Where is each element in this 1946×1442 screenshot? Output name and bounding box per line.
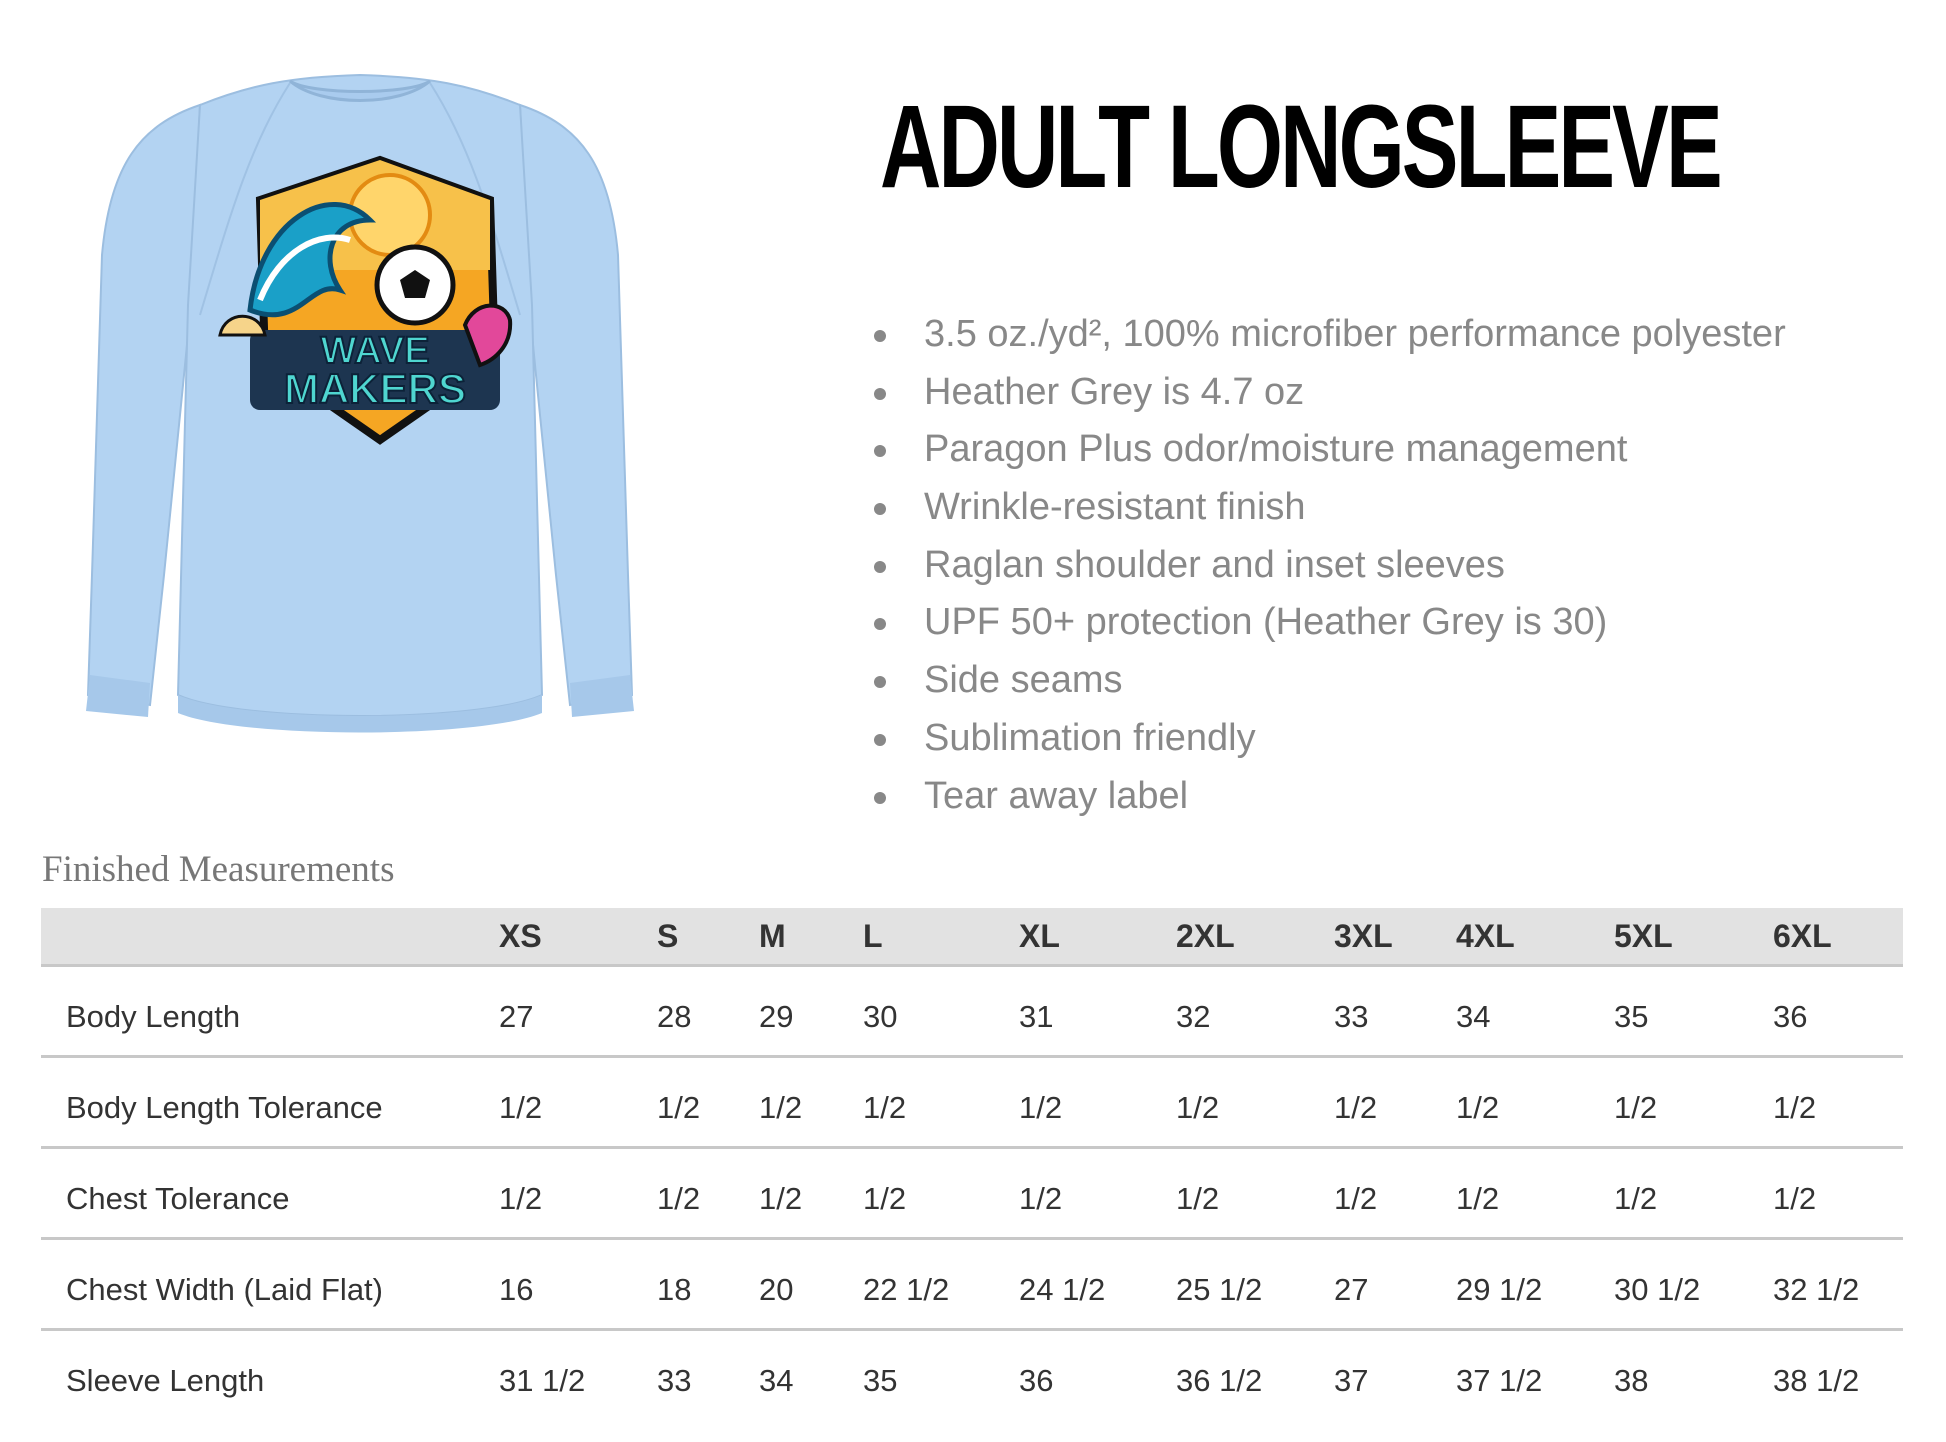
table-row <box>41 1149 1903 1240</box>
measurements-title: Finished Measurements <box>42 849 395 890</box>
table-cell: 36 1/2 <box>1176 1363 1263 1398</box>
table-cell: 29 <box>759 999 794 1034</box>
table-cell: 30 1/2 <box>1614 1272 1701 1307</box>
row-label: Body Length Tolerance <box>66 1090 383 1125</box>
feature-text: Paragon Plus odor/moisture management <box>924 428 1628 471</box>
page-title: ADULT LONGSLEEVE <box>880 81 1720 213</box>
table-cell: 1/2 <box>1019 1181 1063 1216</box>
logo-text-makers: MAKERS <box>283 365 467 412</box>
size-header: M <box>759 918 786 954</box>
row-label: Body Length <box>66 999 241 1034</box>
feature-item <box>870 710 1786 768</box>
table-cell: 22 1/2 <box>863 1272 950 1307</box>
size-header: L <box>863 918 883 954</box>
table-cell: 30 <box>863 999 898 1034</box>
table-cell: 37 1/2 <box>1456 1363 1543 1398</box>
bullet-icon <box>874 792 886 804</box>
table-cell: 1/2 <box>759 1181 803 1216</box>
feature-item <box>870 594 1786 652</box>
table-cell: 20 <box>759 1272 794 1307</box>
table-row <box>41 967 1903 1058</box>
table-cell: 31 1/2 <box>499 1363 586 1398</box>
table-header-row <box>41 908 1903 967</box>
table-cell: 1/2 <box>863 1181 907 1216</box>
table-cell: 33 <box>1334 999 1369 1034</box>
table-cell: 1/2 <box>1176 1181 1220 1216</box>
table-cell: 1/2 <box>1019 1090 1063 1125</box>
feature-text: Sublimation friendly <box>924 716 1256 759</box>
table-cell: 1/2 <box>1334 1090 1378 1125</box>
row-label: Chest Width (Laid Flat) <box>66 1272 383 1307</box>
table-cell: 1/2 <box>1773 1090 1817 1125</box>
table-cell: 25 1/2 <box>1176 1272 1263 1307</box>
feature-item <box>870 768 1786 826</box>
table-cell: 32 1/2 <box>1773 1272 1860 1307</box>
product-image <box>80 55 640 755</box>
bullet-icon <box>874 676 886 688</box>
table-row <box>41 1058 1903 1149</box>
feature-item <box>870 364 1786 422</box>
size-header: XS <box>499 918 542 954</box>
table-cell: 38 1/2 <box>1773 1363 1860 1398</box>
size-header: 3XL <box>1334 918 1393 954</box>
logo-text-wave: WAVE <box>320 330 430 372</box>
feature-text: Side seams <box>924 659 1123 702</box>
table-cell: 34 <box>1456 999 1491 1034</box>
feature-item <box>870 652 1786 710</box>
table-cell: 36 <box>1019 1363 1054 1398</box>
feature-text: Wrinkle-resistant finish <box>924 486 1306 529</box>
measurements-table <box>41 908 1903 1419</box>
feature-item <box>870 537 1786 595</box>
wave-makers-logo <box>220 160 510 440</box>
table-row <box>41 1331 1903 1419</box>
bullet-icon <box>874 618 886 630</box>
table-cell: 27 <box>499 999 534 1034</box>
table-cell: 16 <box>499 1272 534 1307</box>
feature-text: Raglan shoulder and inset sleeves <box>924 543 1505 586</box>
table-cell: 1/2 <box>1773 1181 1817 1216</box>
feature-text: UPF 50+ protection (Heather Grey is 30) <box>924 601 1608 644</box>
table-cell: 18 <box>657 1272 692 1307</box>
table-cell: 1/2 <box>1176 1090 1220 1125</box>
table-cell: 28 <box>657 999 692 1034</box>
size-header: 2XL <box>1176 918 1235 954</box>
feature-item <box>870 479 1786 537</box>
row-label: Chest Tolerance <box>66 1181 290 1216</box>
bullet-icon <box>874 330 886 342</box>
bullet-icon <box>874 734 886 746</box>
bullet-icon <box>874 561 886 573</box>
feature-text: 3.5 oz./yd², 100% microfiber performance polyester <box>924 313 1786 355</box>
table-cell: 1/2 <box>759 1090 803 1125</box>
table-cell: 1/2 <box>1456 1090 1500 1125</box>
table-cell: 1/2 <box>1614 1181 1658 1216</box>
table-cell: 1/2 <box>1614 1090 1658 1125</box>
feature-text: Heather Grey is 4.7 oz <box>924 370 1305 413</box>
table-cell: 1/2 <box>657 1090 701 1125</box>
table-cell: 35 <box>863 1363 898 1398</box>
table-cell: 29 1/2 <box>1456 1272 1543 1307</box>
table-cell: 32 <box>1176 999 1211 1034</box>
feature-item <box>870 421 1786 479</box>
bullet-icon <box>874 503 886 515</box>
bullet-icon <box>874 445 886 457</box>
table-cell: 1/2 <box>1334 1181 1378 1216</box>
feature-list <box>870 306 1786 825</box>
table-cell: 34 <box>759 1363 794 1398</box>
table-cell: 1/2 <box>499 1090 543 1125</box>
table-cell: 1/2 <box>863 1090 907 1125</box>
row-label: Sleeve Length <box>66 1363 265 1398</box>
table-cell: 1/2 <box>657 1181 701 1216</box>
feature-item <box>870 306 1786 364</box>
size-header: S <box>657 918 679 954</box>
table-cell: 37 <box>1334 1363 1369 1398</box>
table-cell: 31 <box>1019 999 1054 1034</box>
size-header: 5XL <box>1614 918 1673 954</box>
size-header: XL <box>1019 918 1060 954</box>
table-cell: 38 <box>1614 1363 1649 1398</box>
size-header: 6XL <box>1773 918 1832 954</box>
table-cell: 1/2 <box>1456 1181 1500 1216</box>
feature-text: Tear away label <box>924 774 1189 817</box>
table-cell: 1/2 <box>499 1181 543 1216</box>
table-row <box>41 1240 1903 1331</box>
table-cell: 24 1/2 <box>1019 1272 1106 1307</box>
table-cell: 27 <box>1334 1272 1369 1307</box>
table-cell: 35 <box>1614 999 1649 1034</box>
bullet-icon <box>874 388 886 400</box>
size-header: 4XL <box>1456 918 1515 954</box>
table-cell: 36 <box>1773 999 1808 1034</box>
table-cell: 33 <box>657 1363 692 1398</box>
